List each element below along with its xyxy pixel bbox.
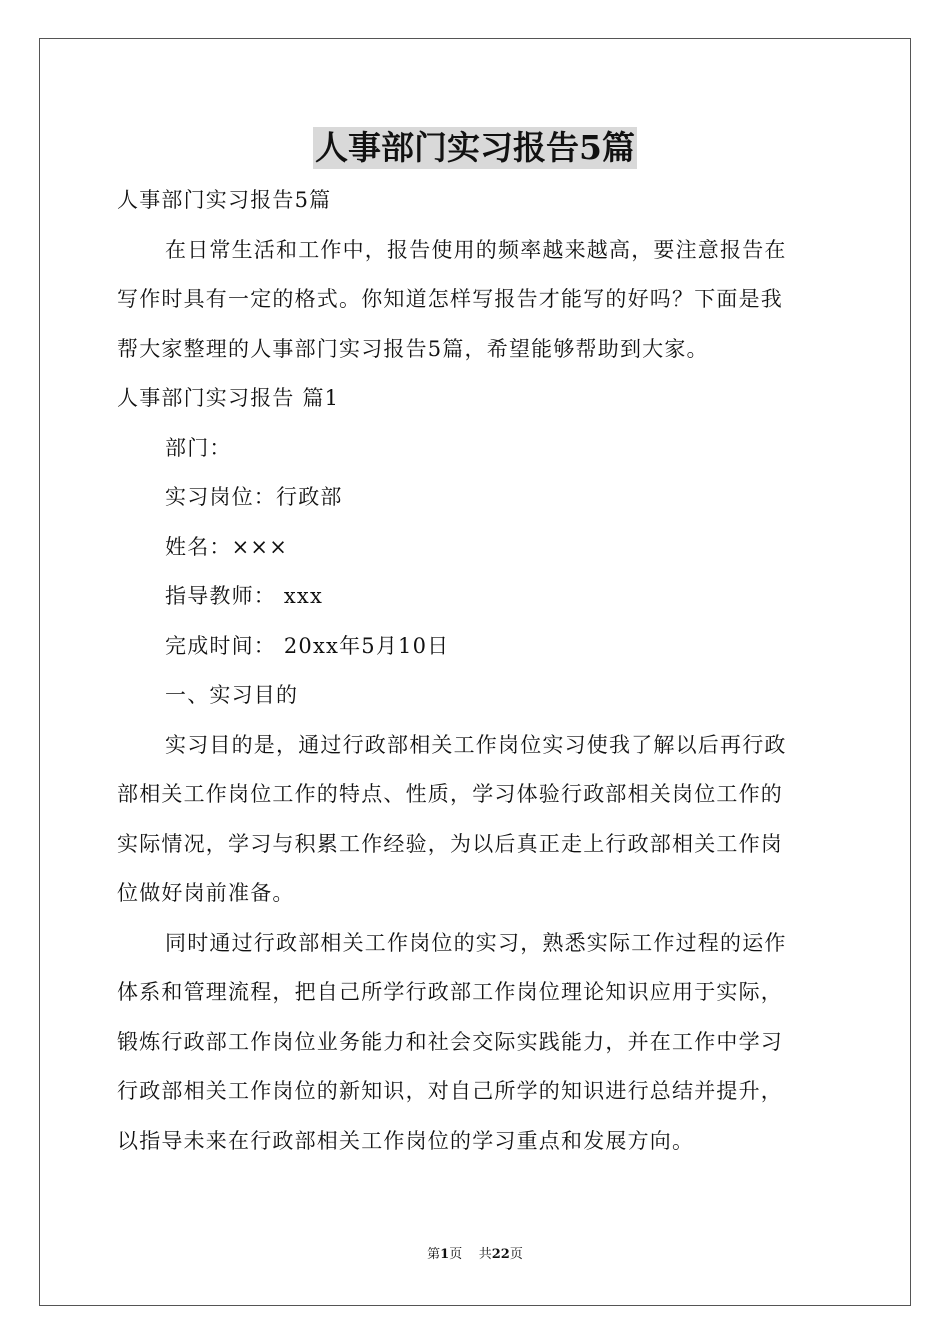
body-line: 姓名：××× [165,534,288,559]
body-line: 部相关工作岗位工作的特点、性质，学习体验行政部相关岗位工作的 [117,782,783,806]
body-line: 行政部相关工作岗位的新知识，对自己所学的知识进行总结并提升， [117,1079,783,1103]
body-line: 以指导未来在行政部相关工作岗位的学习重点和发展方向。 [117,1128,695,1153]
page-footer [0,1246,950,1264]
body-line: 实际情况，学习与积累工作经验，为以后真正走上行政部相关工作岗 [117,831,783,856]
body-line: 完成时间： 20xx年5月10日 [165,633,450,658]
body-line: 部门： [165,435,232,460]
body-line: 体系和管理流程，把自己所学行政部工作岗位理论知识应用于实际， [117,980,783,1004]
footer-total-suffix: 页 [509,1247,523,1262]
subsection-heading: 一、实习目的 [165,683,299,707]
title-container [0,127,950,169]
body-line: 锻炼行政部工作岗位业务能力和社会交际实践能力，并在工作中学习 [117,1029,783,1054]
body-line: 写作时具有一定的格式。你知道怎样写报告才能写的好吗？下面是我 [117,287,783,311]
body-line: 在日常生活和工作中，报告使用的频率越来越高，要注意报告在 [165,237,787,262]
footer-page-suffix: 页 [449,1247,463,1262]
body-line: 实习目的是，通过行政部相关工作岗位实习使我了解以后再行政 [165,732,787,757]
body-line: 同时通过行政部相关工作岗位的实习，熟悉实际工作过程的运作 [165,930,787,955]
body-line: 人事部门实习报告5篇 [117,188,332,212]
body-line: 指导教师： xxx [165,584,324,608]
body-line: 位做好岗前准备。 [117,881,295,905]
document-title: 人事部门实习报告5篇 [315,128,635,167]
footer-total-pages: 22 [491,1247,510,1262]
document-body [117,176,837,1166]
footer-prefix: 第 [427,1247,441,1262]
section-heading: 人事部门实习报告 篇1 [117,386,340,410]
body-line: 帮大家整理的人事部门实习报告5篇，希望能够帮助到大家。 [117,336,709,361]
footer-page-number: 1 [440,1247,450,1262]
footer-total-prefix: 共 [478,1247,492,1262]
body-line: 实习岗位：行政部 [165,485,343,509]
